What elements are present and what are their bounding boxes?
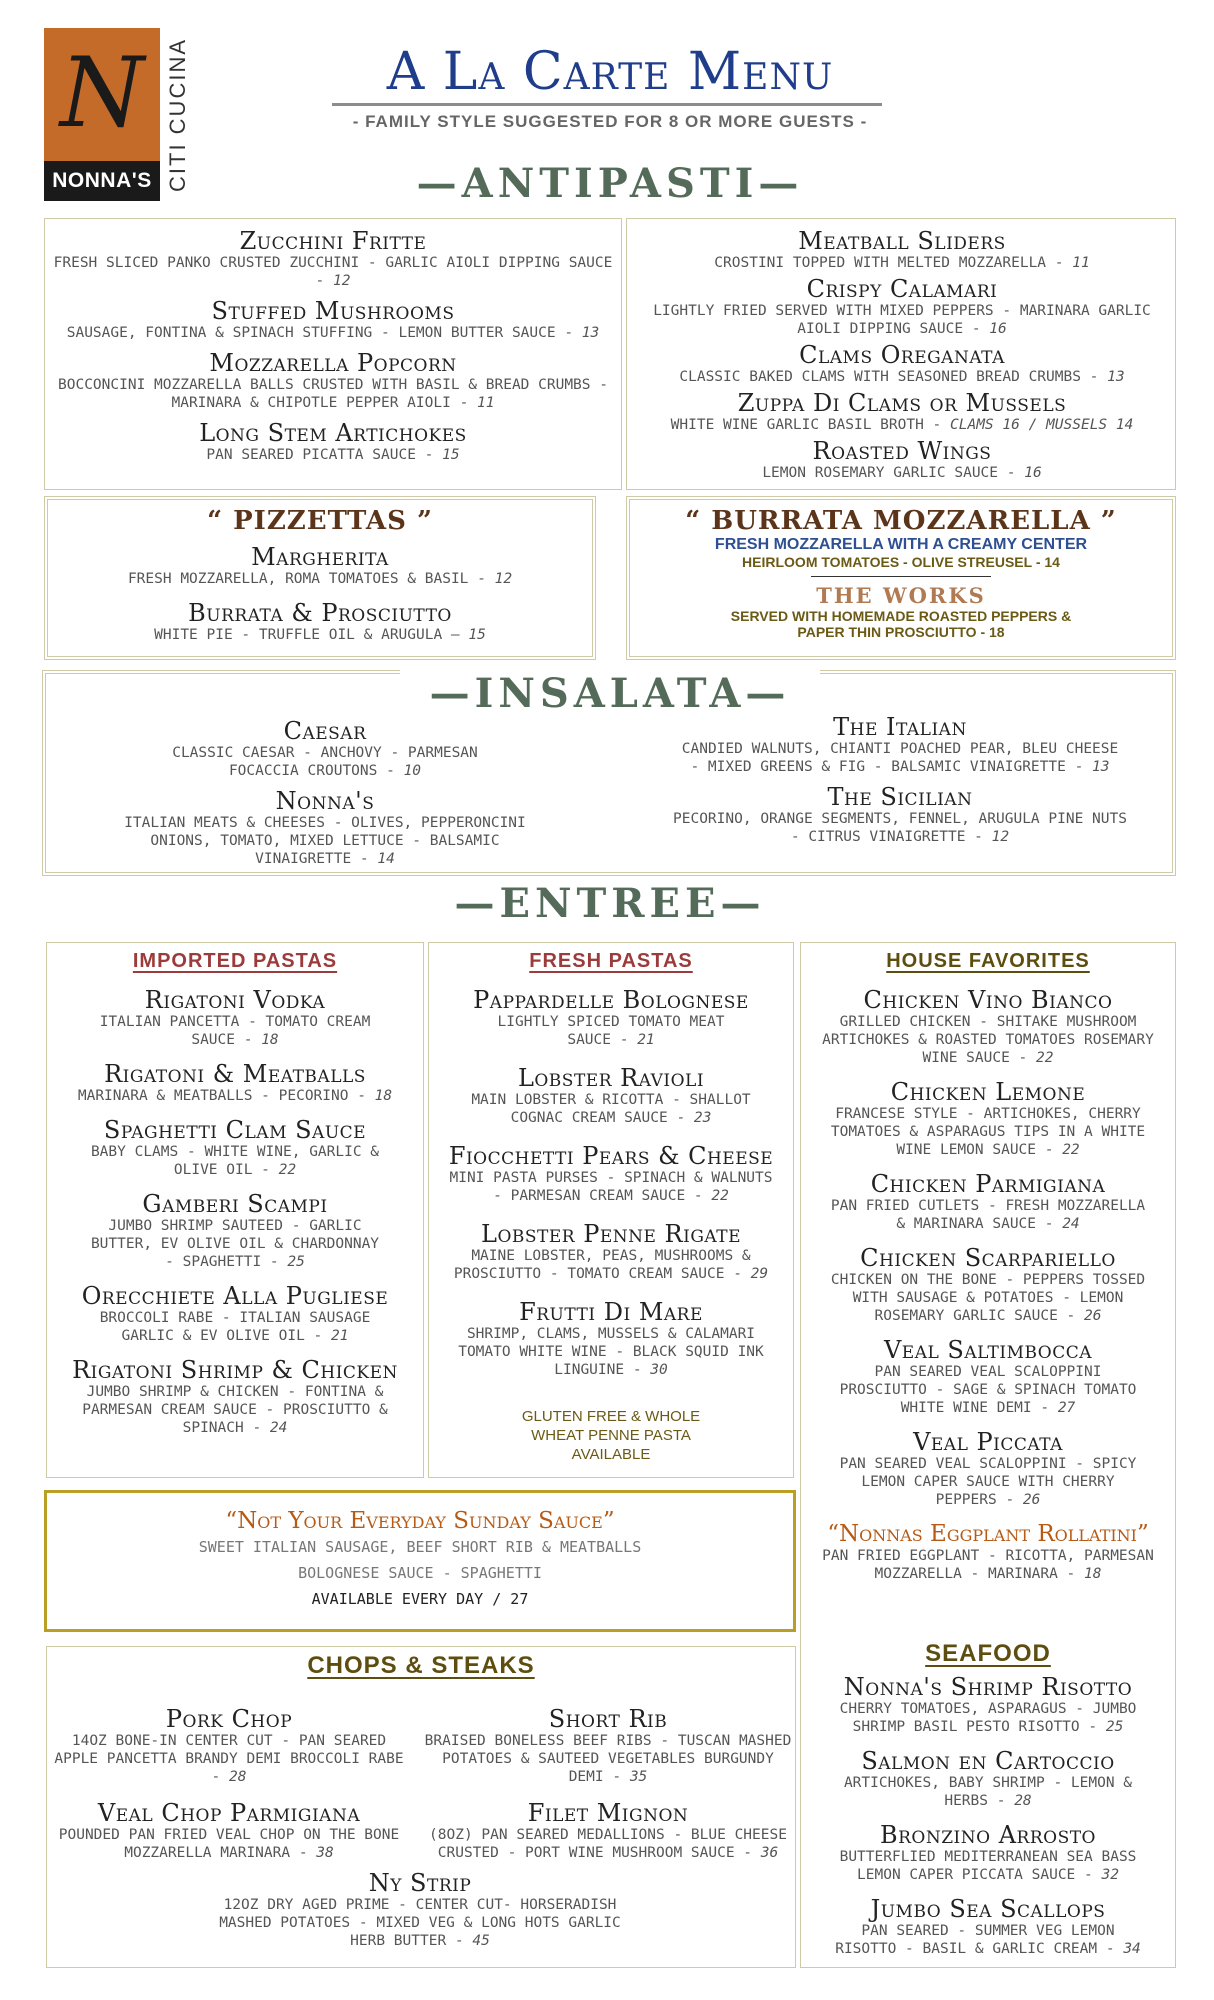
seafood-column — [806, 1640, 1170, 1966]
pizzettas-column — [52, 506, 588, 652]
fresh-pastas-heading: FRESH PASTAS — [529, 950, 693, 972]
sunday-sauce-line2: BOLOGNESE SAUCE - SPAGHETTI — [298, 1564, 542, 1582]
imported-pastas-heading: IMPORTED PASTAS — [132, 950, 338, 972]
pizzettas-title: “ PIZZETTAS ” — [207, 506, 433, 536]
menu-item: Chicken Scarpariello CHICKEN ON THE BONE - PEPPERS TOSSED WITH SAUSAGE & POTATOES - LEMON ROSEMARY GARLIC SAUCE - 26 — [830, 1244, 1146, 1324]
seafood-heading: SEAFOOD — [925, 1640, 1051, 1667]
section-title-insalata: —INSALATA— — [400, 670, 820, 718]
works-title: THE WORKS — [816, 583, 986, 608]
menu-item: Clams Oreganata CLASSIC BAKED CLAMS WITH SEASONED BREAD CRUMBS - 13 — [679, 341, 1125, 385]
title-divider — [332, 103, 882, 106]
menu-item: Jumbo Sea Scallops PAN SEARED - SUMMER VEG LEMON RISOTTO - BASIL & GARLIC CREAM - 34 — [835, 1895, 1141, 1957]
menu-item: Spaghetti Clam Sauce BABY CLAMS - WHITE WINE, GARLIC & OLIVE OIL - 22 — [90, 1116, 380, 1178]
gluten-free-note: GLUTEN FREE & WHOLE WHEAT PENNE PASTA AVAILABLE — [521, 1408, 701, 1463]
chops-left-column — [54, 1706, 404, 1870]
house-favorites-column — [806, 950, 1170, 1591]
menu-item: Orecchiete Alla Pugliese BROCCOLI RABE - ITALIAN SAUSAGE GARLIC & EV OLIVE OIL - 21 — [81, 1282, 389, 1344]
restaurant-logo — [44, 28, 194, 203]
logo-vertical-text: CITI CUCINA — [165, 37, 190, 192]
menu-subtitle: - FAMILY STYLE SUGGESTED FOR 8 OR MORE GUESTS - — [352, 112, 868, 131]
burrata-title: “ BURRATA MOZZARELLA ” — [685, 506, 1117, 536]
menu-item: Pappardelle Bolognese LIGHTLY SPICED TOMATO MEAT SAUCE - 21 — [473, 986, 749, 1048]
menu-item: Chicken Parmigiana PAN FRIED CUTLETS - FRESH MOZZARELLA & MARINARA SAUCE - 24 — [830, 1170, 1146, 1232]
menu-item: Pork Chop 14OZ BONE-IN CENTER CUT - PAN SEARED APPLE PANCETTA BRANDY DEMI BROCCOLI RABE - 28 — [54, 1705, 404, 1785]
menu-item: Margherita FRESH MOZZARELLA, ROMA TOMATOES & BASIL - 12 — [127, 543, 513, 587]
menu-item: Short Rib BRAISED BONELESS BEEF RIBS - TUSCAN MASHED POTATOES & SAUTEED VEGETABLES BURGUNDY DEMI - 35 — [424, 1705, 792, 1785]
chops-steaks-heading: CHOPS & STEAKS — [307, 1652, 535, 1679]
menu-item: Veal Piccata PAN SEARED VEAL SCALOPPINI - SPICY LEMON CAPER SAUCE WITH CHERRY PEPPERS - 26 — [839, 1428, 1137, 1508]
menu-item: Burrata & Prosciutto WHITE PIE - TRUFFLE OIL & ARUGULA – 15 — [154, 599, 486, 643]
menu-item: Chicken Lemone FRANCESE STYLE - ARTICHOKES, CHERRY TOMATOES & ASPARAGUS TIPS IN A WHITE WINE LEMON SAUCE - 22 — [830, 1078, 1146, 1158]
insalata-left-column — [60, 718, 590, 876]
menu-item: Zucchini Fritte FRESH SLICED PANKO CRUSTED ZUCCHINI - GARLIC AIOLI DIPPING SAUCE - 12 — [53, 227, 613, 289]
menu-item: Frutti Di Mare SHRIMP, CLAMS, MUSSELS & CALAMARI TOMATO WHITE WINE - BLACK SQUID INK LINGUINE - 30 — [458, 1298, 764, 1378]
menu-item: Zuppa Di Clams or Mussels WHITE WINE GARLIC BASIL BROTH - CLAMS 16 / MUSSELS 14 — [670, 389, 1134, 433]
menu-item: Stuffed Mushrooms SAUSAGE, FONTINA & SPINACH STUFFING - LEMON BUTTER SAUCE - 13 — [66, 297, 600, 341]
works-note: SERVED WITH HOMEMADE ROASTED PEPPERS & PAPER THIN PROSCIUTTO - 18 — [730, 608, 1072, 640]
menu-item: Nonna's Shrimp Risotto CHERRY TOMATOES, ASPARAGUS - JUMBO SHRIMP BASIL PESTO RISOTTO - 25 — [839, 1673, 1137, 1735]
burrata-subtitle: FRESH MOZZARELLA WITH A CREAMY CENTER — [714, 536, 1088, 553]
insalata-right-column — [640, 714, 1160, 854]
burrata-note: HEIRLOOM TOMATOES - OLIVE STREUSEL - 14 — [742, 554, 1060, 570]
menu-item-eggplant: “Nonnas Eggplant Rollatini” PAN FRIED EGGPLANT - RICOTTA, PARMESAN MOZZARELLA - MARINARA - 18 — [822, 1521, 1154, 1582]
fresh-pastas-column — [436, 950, 786, 1464]
menu-item: Chicken Vino Bianco GRILLED CHICKEN - SHITAKE MUSHROOM ARTICHOKES & ROASTED TOMATOES ROSEMARY WINE SAUCE - 22 — [822, 986, 1154, 1066]
menu-item: Bronzino Arrosto BUTTERFLIED MEDITERRANEAN SEA BASS LEMON CAPER PICCATA SAUCE - 32 — [839, 1821, 1137, 1883]
menu-item: Long Stem Artichokes PAN SEARED PICATTA SAUCE - 15 — [199, 419, 467, 463]
antipasti-right-column — [634, 228, 1170, 486]
menu-item: Mozzarella Popcorn BOCCONCINI MOZZARELLA BALLS CRUSTED WITH BASIL & BREAD CRUMBS - MARINARA & CHIPOTLE PEPPER AIOLI - 11 — [58, 349, 608, 411]
sunday-sauce-title: “Not Your Everyday Sunday Sauce” — [225, 1508, 615, 1534]
menu-item: Rigatoni Shrimp & Chicken JUMBO SHRIMP & CHICKEN - FONTINA & PARMESAN CREAM SAUCE - PROSCIUTTO & SPINACH - 24 — [72, 1356, 398, 1436]
sunday-sauce-availability: AVAILABLE EVERY DAY / 27 — [311, 1590, 529, 1608]
menu-item: Meatball Sliders CROSTINI TOPPED WITH MELTED MOZZARELLA - 11 — [714, 227, 1090, 271]
logo-monogram-square — [44, 28, 160, 161]
menu-item: Veal Saltimbocca PAN SEARED VEAL SCALOPPINI PROSCIUTTO - SAGE & SPINACH TOMATO WHITE WINE DEMI - 27 — [839, 1336, 1137, 1416]
menu-item: The Sicilian PECORINO, ORANGE SEGMENTS, FENNEL, ARUGULA PINE NUTS - CITRUS VINAIGRETTE - 12 — [673, 783, 1127, 845]
menu-item: Gamberi Scampi JUMBO SHRIMP SAUTEED - GARLIC BUTTER, EV OLIVE OIL & CHARDONNAY - SPAGHETTI - 25 — [90, 1190, 380, 1270]
chops-steaks-heading-wrap — [54, 1652, 788, 1694]
burrata-column — [640, 506, 1162, 640]
menu-item: Crispy Calamari LIGHTLY FRIED SERVED WITH MIXED PEPPERS - MARINARA GARLIC AIOLI DIPPING SAUCE - 16 — [653, 275, 1151, 337]
menu-item: Filet Mignon (8OZ) PAN SEARED MEDALLIONS - BLUE CHEESE CRUSTED - PORT WINE MUSHROOM SAUCE - 36 — [429, 1799, 787, 1861]
menu-title: A La Carte Menu — [386, 42, 834, 102]
section-title-entree: —ENTREE— — [454, 880, 766, 927]
menu-item: Rigatoni & Meatballs MARINARA & MEATBALLS - PECORINO - 18 — [77, 1060, 393, 1104]
menu-item: Ny Strip 12OZ DRY AGED PRIME - CENTER CUT- HORSERADISH MASHED POTATOES - MIXED VEG & LONG HOTS GARLIC HERB BUTTER - 45 — [219, 1869, 621, 1949]
sunday-sauce-column — [52, 1508, 788, 1612]
works-divider — [811, 576, 991, 577]
logo-brand: NONNA'S — [44, 161, 160, 201]
menu-item: Lobster Penne Rigate MAINE LOBSTER, PEAS, MUSHROOMS & PROSCIUTTO - TOMATO CREAM SAUCE - 29 — [453, 1220, 769, 1282]
antipasti-left-column — [50, 228, 616, 472]
menu-item: Caesar CLASSIC CAESAR - ANCHOVY - PARMESAN FOCACCIA CROUTONS - 10 — [172, 717, 478, 779]
menu-item: Roasted Wings LEMON ROSEMARY GARLIC SAUCE - 16 — [762, 437, 1042, 481]
menu-item: Lobster Ravioli MAIN LOBSTER & RICOTTA - SHALLOT COGNAC CREAM SAUCE - 23 — [471, 1064, 751, 1126]
menu-item: Fiocchetti Pears & Cheese MINI PASTA PURSES - SPINACH & WALNUTS - PARMESAN CREAM SAUCE - 22 — [448, 1142, 774, 1204]
sunday-sauce-line1: SWEET ITALIAN SAUSAGE, BEEF SHORT RIB & MEATBALLS — [198, 1538, 642, 1556]
menu-item: Nonna's ITALIAN MEATS & CHEESES - OLIVES, PEPPERONCINI ONIONS, TOMATO, MIXED LETTUCE - BALSAMIC VINAIGRETTE - 14 — [124, 787, 526, 867]
chops-right-column — [424, 1706, 792, 1870]
house-favorites-heading: HOUSE FAVORITES — [886, 950, 1090, 972]
chops-bottom-column — [210, 1870, 630, 1958]
logo-letter: N — [60, 37, 144, 149]
section-title-antipasti: —ANTIPASTI— — [416, 160, 804, 207]
imported-pastas-column — [54, 950, 416, 1445]
menu-item: Rigatoni Vodka ITALIAN PANCETTA - TOMATO CREAM SAUCE - 18 — [99, 986, 371, 1048]
menu-item: Salmon en Cartoccio ARTICHOKES, BABY SHRIMP - LEMON & HERBS - 28 — [843, 1747, 1133, 1809]
menu-item: The Italian CANDIED WALNUTS, CHIANTI POACHED PEAR, BLEU CHEESE - MIXED GREENS & FIG - BALSAMIC VINAIGRETTE - 13 — [681, 713, 1119, 775]
menu-item: Veal Chop Parmigiana POUNDED PAN FRIED VEAL CHOP ON THE BONE MOZZARELLA MARINARA - 38 — [58, 1799, 400, 1861]
